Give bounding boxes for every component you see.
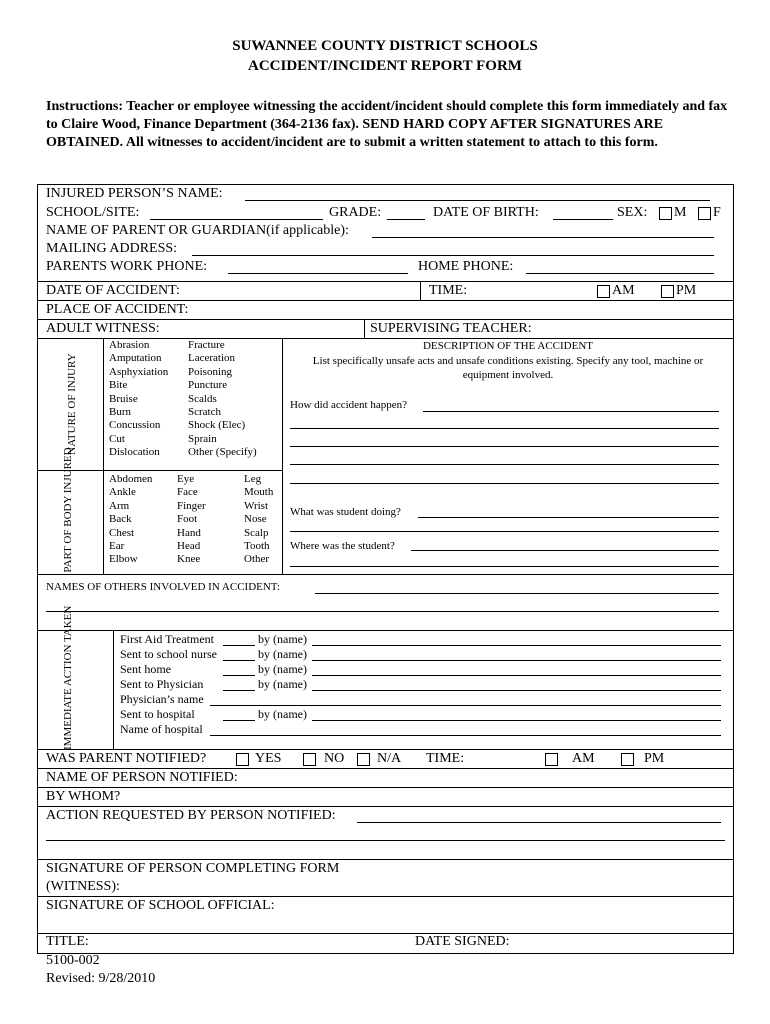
immediate-action-label: IMMEDIATE ACTION TAKEN: [62, 605, 74, 750]
where-label: Where was the student?: [290, 540, 395, 552]
parent-notified-label: WAS PARENT NOTIFIED?: [46, 751, 207, 766]
physician-by-field[interactable]: [312, 690, 721, 691]
physician-check-field[interactable]: [223, 690, 255, 691]
parent-label: NAME OF PARENT OR GUARDIAN(if applicable):: [46, 223, 349, 238]
home-by-label: by (name): [258, 662, 307, 676]
supervising-teacher-label: SUPERVISING TEACHER:: [370, 321, 532, 336]
injury-list-2: Fracture Laceration Poisoning Puncture Scalds Scratch Shock (Elec) Sprain Other (Specify): [188, 339, 257, 459]
sex-m-checkbox[interactable]: [659, 207, 672, 220]
work-phone-field[interactable]: [228, 273, 408, 274]
notified-yes-checkbox[interactable]: [236, 753, 249, 766]
adult-witness-label: ADULT WITNESS:: [46, 321, 160, 336]
person-notified-label: NAME OF PERSON NOTIFIED:: [46, 770, 238, 785]
hospital-name-field[interactable]: [210, 735, 721, 736]
mailing-field[interactable]: [192, 255, 714, 256]
injury-list-1: Abrasion Amputation Asphyxiation Bite Bruise Burn Concussion Cut Dislocation: [109, 339, 169, 459]
hospital-label: Sent to hospital: [120, 707, 195, 721]
body-list-3: Leg Mouth Wrist Nose Scalp Tooth Other: [244, 473, 274, 566]
signature-completing-label: SIGNATURE OF PERSON COMPLETING FORM: [46, 861, 340, 876]
how-label: How did accident happen?: [290, 399, 407, 411]
instructions: Instructions: Teacher or employee witnessing the accident/incident should complete this form immediately and fax to Claire Wood, Finance Department (364-2136 fax). SEND HARD COPY AFTER SIGNATURES ARE OBTAINED. All witnesses to accident/incident are to submit a written statement to attach to this form.: [46, 99, 728, 150]
notified-pm-checkbox[interactable]: [621, 753, 634, 766]
part-of-body-label: PART OF BODY INJURED: [62, 447, 74, 573]
notified-pm-label: PM: [644, 751, 665, 766]
action-requested-line-2[interactable]: [46, 840, 725, 841]
school-site-label: SCHOOL/SITE:: [46, 205, 140, 220]
first-aid-check-field[interactable]: [223, 645, 255, 646]
grade-field[interactable]: [387, 219, 425, 220]
how-line-5[interactable]: [290, 483, 719, 484]
sex-f-label: F: [713, 205, 721, 220]
physician-by-label: by (name): [258, 677, 307, 691]
physician-name-field[interactable]: [210, 705, 721, 706]
home-label: Sent home: [120, 662, 171, 676]
others-field[interactable]: [315, 593, 719, 594]
revised-date: Revised: 9/28/2010: [46, 971, 156, 986]
notified-am-label: AM: [572, 751, 595, 766]
parent-field[interactable]: [372, 237, 714, 238]
first-aid-label: First Aid Treatment: [120, 632, 215, 646]
witness-label: (WITNESS):: [46, 879, 120, 894]
form-number: 5100-002: [46, 953, 100, 968]
where-line-2[interactable]: [290, 566, 719, 567]
how-line-2[interactable]: [290, 428, 719, 429]
sex-m-label: M: [674, 205, 687, 220]
how-line-4[interactable]: [290, 464, 719, 465]
nurse-check-field[interactable]: [223, 660, 255, 661]
title-label: TITLE:: [46, 934, 89, 949]
where-field[interactable]: [411, 550, 719, 551]
accident-pm-label: PM: [676, 283, 697, 298]
description-heading: DESCRIPTION OF THE ACCIDENT: [422, 340, 593, 352]
others-line-2[interactable]: [46, 611, 719, 612]
hospital-check-field[interactable]: [223, 720, 255, 721]
accident-pm-checkbox[interactable]: [661, 285, 674, 298]
nurse-by-label: by (name): [258, 647, 307, 661]
nurse-name-field[interactable]: [312, 660, 721, 661]
place-of-accident-label: PLACE OF ACCIDENT:: [46, 302, 189, 317]
date-signed-label: DATE SIGNED:: [415, 934, 510, 949]
accident-am-checkbox[interactable]: [597, 285, 610, 298]
injured-name-field[interactable]: [245, 200, 710, 201]
sex-label: SEX:: [617, 205, 648, 220]
home-phone-field[interactable]: [526, 273, 714, 274]
by-whom-label: BY WHOM?: [46, 789, 121, 804]
notified-na-checkbox[interactable]: [357, 753, 370, 766]
nature-of-injury-label: NATURE OF INJURY: [66, 353, 78, 455]
first-aid-by-label: by (name): [258, 632, 307, 646]
date-of-accident-label: DATE OF ACCIDENT:: [46, 283, 180, 298]
home-name-field[interactable]: [312, 675, 721, 676]
form-title: SUWANNEE COUNTY DISTRICT SCHOOLS: [232, 38, 538, 54]
mailing-label: MAILING ADDRESS:: [46, 241, 178, 256]
doing-field[interactable]: [418, 517, 719, 518]
grade-label: GRADE:: [329, 205, 382, 220]
notified-no-label: NO: [324, 751, 345, 766]
description-subtext: List specifically unsafe acts and unsafe conditions existing. Specify any tool, machine or equipment involved.: [312, 355, 704, 381]
home-check-field[interactable]: [223, 675, 255, 676]
hospital-by-label: by (name): [258, 707, 307, 721]
how-field[interactable]: [423, 411, 719, 412]
notified-am-checkbox[interactable]: [545, 753, 558, 766]
accident-am-label: AM: [612, 283, 635, 298]
dob-label: DATE OF BIRTH:: [433, 205, 539, 220]
accident-time-label: TIME:: [429, 283, 468, 298]
doing-label: What was student doing?: [290, 506, 401, 518]
school-site-field[interactable]: [150, 219, 323, 220]
nurse-label: Sent to school nurse: [120, 647, 217, 661]
notified-no-checkbox[interactable]: [303, 753, 316, 766]
how-line-3[interactable]: [290, 446, 719, 447]
injured-name-label: INJURED PERSON’S NAME:: [46, 186, 223, 201]
action-requested-label: ACTION REQUESTED BY PERSON NOTIFIED:: [46, 808, 336, 823]
hospital-name-label: Name of hospital: [120, 722, 203, 736]
physician-label: Sent to Physician: [120, 677, 204, 691]
work-phone-label: PARENTS WORK PHONE:: [46, 259, 208, 274]
form-subtitle: ACCIDENT/INCIDENT REPORT FORM: [248, 58, 522, 74]
body-list-1: Abdomen Ankle Arm Back Chest Ear Elbow: [109, 473, 153, 566]
school-official-label: SIGNATURE OF SCHOOL OFFICIAL:: [46, 898, 275, 913]
home-phone-label: HOME PHONE:: [418, 259, 514, 274]
first-aid-name-field[interactable]: [312, 645, 721, 646]
notified-yes-label: YES: [255, 751, 282, 766]
action-requested-field[interactable]: [357, 822, 721, 823]
body-list-2: Eye Face Finger Foot Hand Head Knee: [177, 473, 206, 566]
physician-name-label: Physician’s name: [120, 692, 204, 706]
hospital-by-field[interactable]: [312, 720, 721, 721]
others-label: NAMES OF OTHERS INVOLVED IN ACCIDENT:: [46, 581, 281, 593]
notified-time-label: TIME:: [426, 751, 465, 766]
doing-line-2[interactable]: [290, 531, 719, 532]
notified-na-label: N/A: [377, 751, 402, 766]
sex-f-checkbox[interactable]: [698, 207, 711, 220]
dob-field[interactable]: [553, 219, 613, 220]
